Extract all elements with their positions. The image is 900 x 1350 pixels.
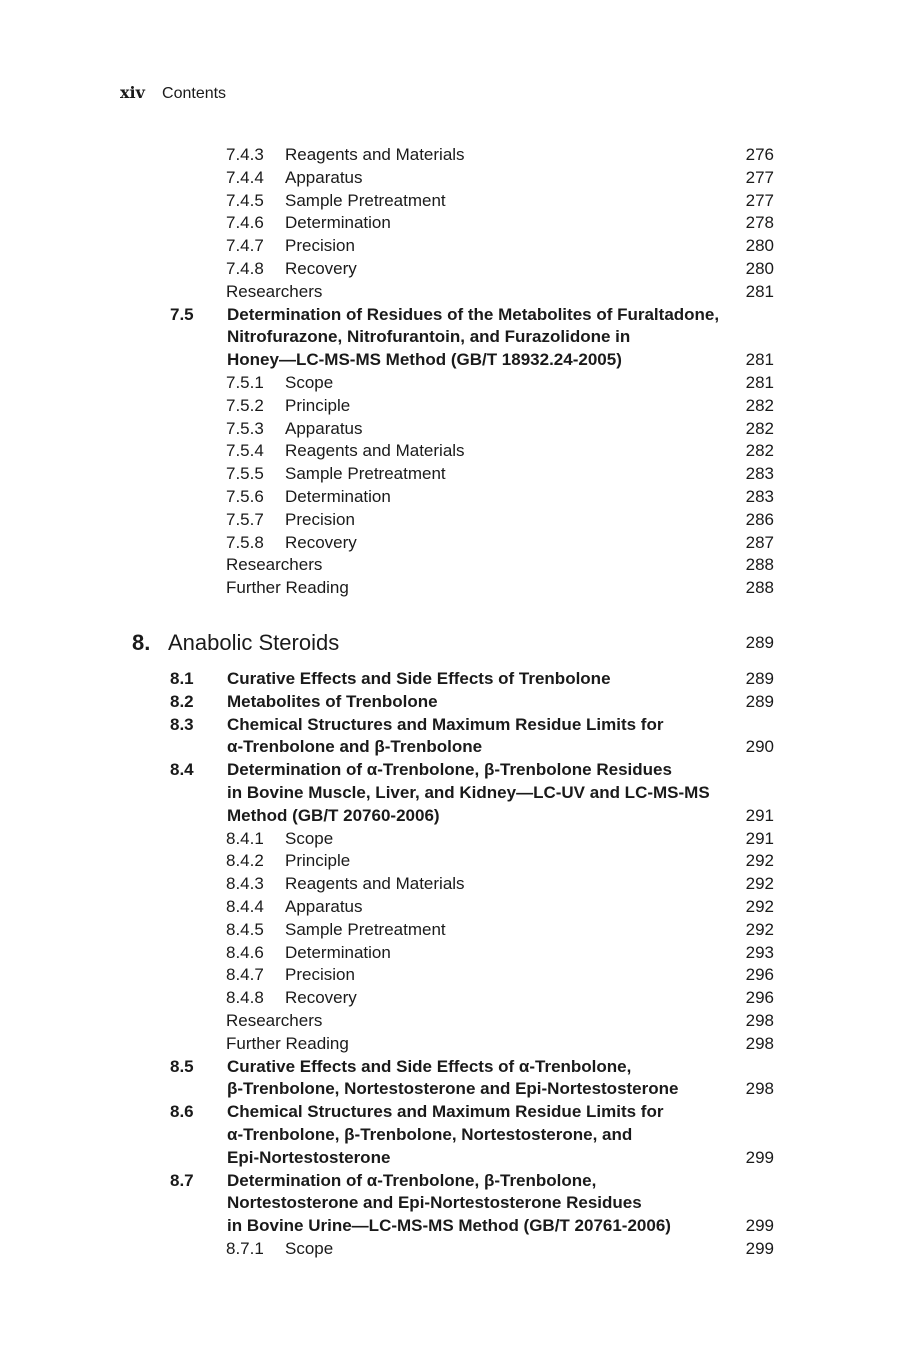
toc-entry[interactable] <box>0 531 900 554</box>
toc-entry-title: Apparatus <box>285 897 363 916</box>
running-header <box>120 83 226 103</box>
toc-entry[interactable] <box>0 280 900 303</box>
toc-entry-title: Reagents and Materials <box>285 145 465 164</box>
toc-entry-page: 276 <box>745 145 774 164</box>
toc-entry[interactable] <box>0 1055 900 1078</box>
toc-entry[interactable] <box>0 1169 900 1192</box>
running-title: Contents <box>162 85 227 102</box>
toc-entry-title: Principle <box>285 395 351 415</box>
toc-entry[interactable] <box>0 1100 900 1123</box>
toc-entry-title: Determination <box>285 213 391 233</box>
toc-entry[interactable] <box>0 735 900 758</box>
toc-entry[interactable] <box>0 1214 900 1237</box>
toc-entry[interactable] <box>0 417 900 440</box>
toc-entry-number: 8.4.7 <box>226 965 264 985</box>
toc-entry-number: 8.4.1 <box>226 828 264 848</box>
toc-entry-number: 7.5.4 <box>226 441 264 461</box>
toc-entry-title: Precision <box>285 236 355 256</box>
toc-entry-title: Researchers <box>226 1011 323 1030</box>
toc-entry-page: 282 <box>745 395 774 415</box>
toc-entry-page: 299 <box>745 1239 774 1258</box>
toc-entry-title: Precision <box>285 965 355 985</box>
toc-entry-page: 293 <box>745 942 774 962</box>
toc-entry-title: Nitrofurazone, Nitrofurantoin, and Furazolidone in <box>227 327 631 347</box>
toc-entry[interactable] <box>0 394 900 417</box>
toc-entry-title: Recovery <box>285 259 357 278</box>
chapter-title: Anabolic Steroids <box>168 630 340 655</box>
toc-entry-page: 289 <box>745 691 774 711</box>
toc-entry-page: 288 <box>745 578 774 598</box>
toc-entry-title: Further Reading <box>226 1033 349 1053</box>
toc-entry[interactable] <box>0 1077 900 1100</box>
toc-entry[interactable] <box>0 1009 900 1032</box>
toc-entry-page: 281 <box>745 373 774 392</box>
toc-entry-number: 7.5.1 <box>226 373 264 392</box>
toc-entry[interactable] <box>0 713 900 736</box>
toc-entry[interactable] <box>0 872 900 895</box>
toc-entry-number: 8.4.4 <box>226 897 264 916</box>
toc-entry-page: 292 <box>745 919 774 939</box>
toc-entry-title: Reagents and Materials <box>285 874 465 894</box>
toc-entry-page: 292 <box>745 874 774 894</box>
toc-entry[interactable] <box>0 941 900 964</box>
toc-entry-title: Epi-Nortestosterone <box>227 1147 391 1167</box>
toc-entry[interactable] <box>0 781 900 804</box>
toc-entry[interactable] <box>0 325 900 348</box>
toc-entry-number: 7.5.2 <box>226 395 264 415</box>
toc-entry-title: Researchers <box>226 281 323 301</box>
toc-entry-page: 298 <box>745 1033 774 1053</box>
toc-entry[interactable] <box>0 143 900 166</box>
toc-entry-page: 277 <box>745 167 774 187</box>
toc-entry-number: 8.4.2 <box>226 851 264 871</box>
chapter-number: 8. <box>132 630 151 655</box>
toc-entry-page: 280 <box>745 259 774 278</box>
toc-entry-title: Further Reading <box>226 578 349 598</box>
toc-entry[interactable] <box>0 371 900 394</box>
toc-entry-number: 8.4.3 <box>226 874 264 894</box>
toc-entry-number: 7.5.5 <box>226 464 264 484</box>
toc-entry-number: 8.6 <box>170 1102 194 1122</box>
toc-entry-page: 287 <box>745 532 774 552</box>
toc-entry[interactable] <box>0 918 900 941</box>
toc-entry-page: 290 <box>745 737 774 757</box>
toc-entry[interactable] <box>0 895 900 918</box>
toc-entry-page: 292 <box>745 897 774 916</box>
toc-entry-number: 7.5.6 <box>226 487 264 506</box>
toc-entry-number: 7.4.4 <box>226 167 264 187</box>
toc-entry[interactable] <box>0 1032 900 1055</box>
toc-entry-title: Apparatus <box>285 418 363 438</box>
toc-entry-number: 8.2 <box>170 691 194 711</box>
toc-entry[interactable] <box>0 508 900 531</box>
toc-entry-page: 282 <box>745 441 774 461</box>
toc-entry[interactable] <box>0 166 900 189</box>
toc-entry-page: 286 <box>745 509 774 529</box>
toc-entry-title: Curative Effects and Side Effects of α-Trenbolone, <box>227 1056 632 1076</box>
toc-entry-number: 8.7.1 <box>226 1239 264 1258</box>
toc-entry[interactable] <box>0 189 900 212</box>
toc-entry-title: Chemical Structures and Maximum Residue Limits for <box>227 1102 664 1122</box>
toc-entry-number: 7.5 <box>170 304 194 324</box>
toc-entry-number: 7.4.8 <box>226 259 264 278</box>
toc-entry-title: Sample Pretreatment <box>285 464 446 484</box>
toc-entry[interactable] <box>0 462 900 485</box>
toc-entry-number: 7.5.7 <box>226 509 264 529</box>
toc-entry-title: Determination of α-Trenbolone, β-Trenbolone, <box>227 1170 597 1190</box>
toc-entry-page: 280 <box>745 236 774 256</box>
toc-entry-page: 288 <box>745 555 774 575</box>
toc-entry[interactable] <box>0 804 900 827</box>
toc-entry-number: 7.4.3 <box>226 145 264 164</box>
toc-entry-title: Principle <box>285 851 351 871</box>
toc-entry-title: Precision <box>285 509 355 529</box>
toc-entry-title: Method (GB/T 20760-2006) <box>227 805 440 825</box>
toc-entry[interactable] <box>0 485 900 508</box>
toc-entry[interactable] <box>0 667 900 690</box>
toc-entry-page: 296 <box>745 988 774 1008</box>
toc-entry-page: 298 <box>745 1079 774 1099</box>
chapter-page: 289 <box>745 633 774 652</box>
toc-entry-page: 296 <box>745 965 774 985</box>
toc-entry[interactable] <box>0 348 900 371</box>
toc-entry-page: 282 <box>745 418 774 438</box>
toc-entry[interactable] <box>0 986 900 1009</box>
toc-entry-page: 291 <box>745 805 774 825</box>
toc-entry-title: β-Trenbolone, Nortestosterone and Epi-Nortestosterone <box>227 1079 679 1099</box>
toc-entry[interactable] <box>0 257 900 280</box>
chapter-heading <box>0 628 900 658</box>
toc-entry[interactable] <box>0 576 900 599</box>
toc-entry-title: Nortestosterone and Epi-Nortestosterone Residues <box>227 1193 642 1213</box>
toc-entry-title: Apparatus <box>285 167 363 187</box>
toc-entry-title: Scope <box>285 828 334 848</box>
toc-entry-title: Reagents and Materials <box>285 441 465 461</box>
toc-entry[interactable] <box>0 1237 900 1260</box>
toc-entry[interactable] <box>0 1191 900 1214</box>
toc-entry[interactable] <box>0 234 900 257</box>
toc-entry-title: Scope <box>285 373 334 392</box>
toc-entry[interactable] <box>0 211 900 234</box>
toc-entry-page: 299 <box>745 1216 774 1236</box>
toc-entry-page: 291 <box>745 828 774 848</box>
toc-entry[interactable] <box>0 1123 900 1146</box>
toc-entry-number: 7.4.7 <box>226 236 264 256</box>
toc-entry-page: 299 <box>745 1147 774 1167</box>
toc-entry-number: 7.5.3 <box>226 418 264 438</box>
toc-entry[interactable] <box>0 1146 900 1169</box>
toc-entry[interactable] <box>0 849 900 872</box>
toc-entry-page: 283 <box>745 487 774 506</box>
toc-entry-number: 8.7 <box>170 1170 194 1190</box>
toc-entry-title: Curative Effects and Side Effects of Trenbolone <box>227 669 611 688</box>
toc-entry-title: Recovery <box>285 988 357 1008</box>
toc-entry-title: Chemical Structures and Maximum Residue Limits for <box>227 714 664 734</box>
toc-entry-page: 281 <box>745 281 774 301</box>
toc-entry-page: 277 <box>745 190 774 210</box>
toc-entry-title: Determination <box>285 942 391 962</box>
toc-entry-number: 8.4.6 <box>226 942 264 962</box>
toc-entry-title: Scope <box>285 1239 334 1258</box>
page-number: xiv <box>120 83 145 102</box>
toc-entry-title: Recovery <box>285 532 357 552</box>
toc-entry-title: Sample Pretreatment <box>285 919 446 939</box>
toc-entry-number: 8.4.8 <box>226 988 264 1008</box>
toc-entry-title: Metabolites of Trenbolone <box>227 691 438 711</box>
toc-entry-title: Honey—LC-MS-MS Method (GB/T 18932.24-2005) <box>227 350 622 370</box>
toc-entry-page: 283 <box>745 464 774 484</box>
toc-entry-number: 8.4.5 <box>226 919 264 939</box>
toc-entry-title: α-Trenbolone, β-Trenbolone, Nortestosterone, and <box>227 1125 633 1144</box>
toc-entry-number: 8.4 <box>170 760 194 780</box>
toc-entry-title: in Bovine Muscle, Liver, and Kidney—LC-UV and LC-MS-MS <box>227 783 710 802</box>
toc-entry-number: 7.4.6 <box>226 213 264 233</box>
toc-entry[interactable] <box>0 553 900 576</box>
toc-entry[interactable] <box>0 963 900 986</box>
toc-entry-title: Determination <box>285 487 391 506</box>
toc-entry-number: 8.3 <box>170 714 194 734</box>
toc-entry-number: 7.4.5 <box>226 190 264 210</box>
toc-entry-title: Sample Pretreatment <box>285 190 446 210</box>
toc-entry-page: 289 <box>745 669 774 688</box>
toc-entry-title: α-Trenbolone and β-Trenbolone <box>227 737 483 757</box>
toc-entry-title: Researchers <box>226 555 323 575</box>
toc-entry-title: Determination of α-Trenbolone, β-Trenbolone Residues <box>227 760 672 780</box>
toc-entry-title: in Bovine Urine—LC-MS-MS Method (GB/T 20761-2006) <box>227 1216 671 1236</box>
toc-entry-page: 292 <box>745 851 774 871</box>
toc-entry[interactable] <box>0 827 900 850</box>
toc-entry-page: 281 <box>745 350 774 370</box>
toc-entry-page: 278 <box>745 213 774 233</box>
toc-entry[interactable] <box>0 303 900 326</box>
toc-entry-number: 7.5.8 <box>226 532 264 552</box>
toc-entry-page: 298 <box>745 1011 774 1030</box>
toc-entry[interactable] <box>0 758 900 781</box>
toc-entry-number: 8.5 <box>170 1056 194 1076</box>
toc-entry-title: Determination of Residues of the Metabolites of Furaltadone, <box>227 304 720 324</box>
toc-entry[interactable] <box>0 690 900 713</box>
toc-entry[interactable] <box>0 439 900 462</box>
toc-entry-number: 8.1 <box>170 669 194 688</box>
